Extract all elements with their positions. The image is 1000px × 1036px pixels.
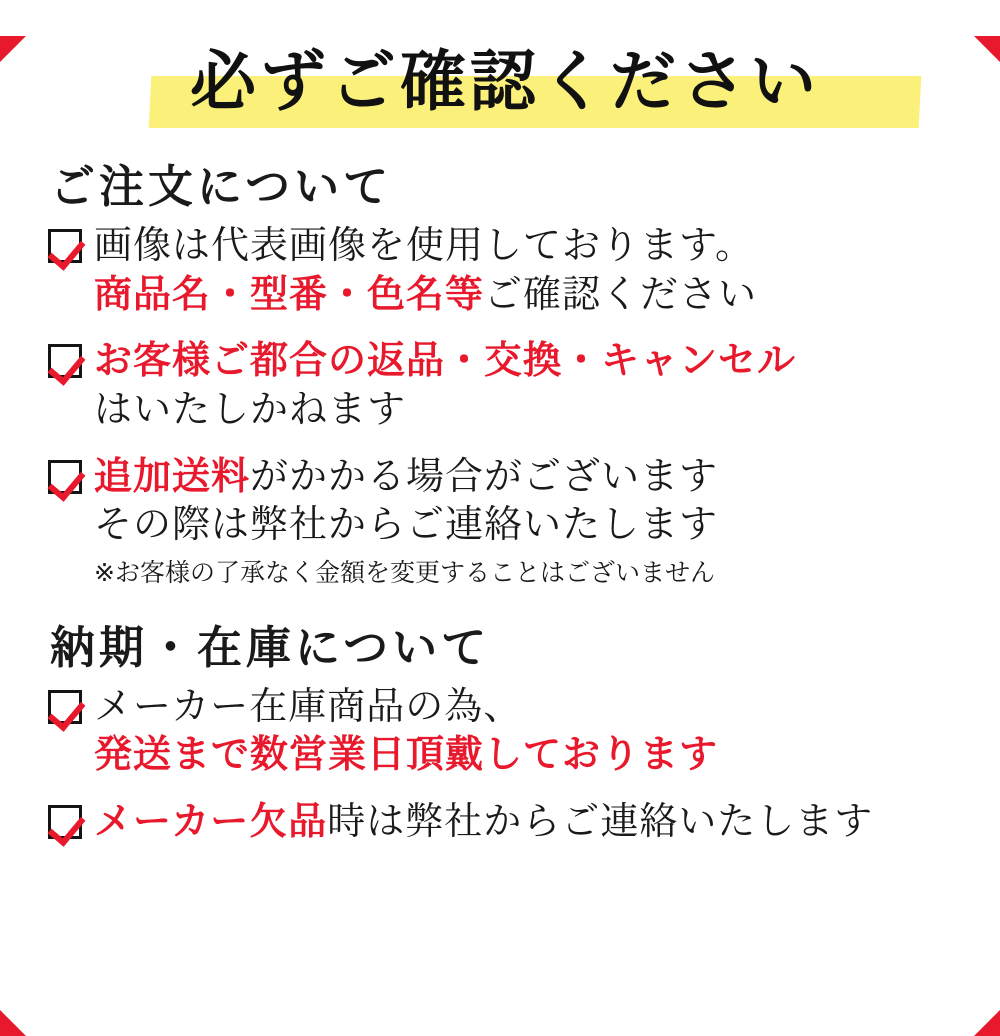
list-item-line-red: 商品名・型番・色名等: [94, 271, 485, 316]
corner-decoration-bottom-left: [0, 1010, 26, 1036]
section-heading-delivery: 納期・在庫について: [50, 620, 491, 674]
list-item-line: [94, 797, 958, 846]
corner-decoration-bottom-right: [974, 1010, 1000, 1036]
list-item-line: その際は弊社からご連絡いたします: [94, 502, 719, 547]
list-item-body: [94, 221, 958, 318]
section-heading-orders: ご注文について: [50, 160, 393, 213]
list-item-line: [94, 270, 958, 319]
corner-decoration-top-left: [0, 36, 26, 62]
notice-page: [0, 36, 1000, 1036]
list-item-line: 画像は代表画像を使用しております。: [94, 223, 754, 267]
checkbox-checked-icon: [48, 229, 82, 263]
page-title-area: [42, 36, 958, 132]
list-item: [48, 452, 958, 589]
corner-decoration-top-right: [974, 36, 1000, 62]
checkbox-checked-icon: [48, 344, 82, 378]
list-item-note: ※お客様の了承なく金額を変更することはございません: [94, 557, 715, 587]
list-item-line: 発送まで数営業日頂戴しております: [94, 732, 719, 777]
checkbox-checked-icon: [48, 460, 82, 494]
list-item: [48, 221, 958, 318]
list-item: [48, 682, 958, 779]
list-item-line: はいたしかねます: [94, 386, 407, 431]
page-title: 必ずご確認ください: [190, 43, 820, 120]
list-item-body: [94, 682, 958, 779]
list-item-body: [94, 797, 958, 846]
list-item-line-black: ご確認ください: [484, 271, 758, 316]
list-item-line: お客様ご都合の返品・交換・キャンセル: [94, 338, 797, 383]
checkbox-checked-icon: [48, 805, 82, 839]
list-item-line-red: メーカー欠品: [94, 799, 328, 843]
list-item: [48, 336, 958, 433]
list-item-line-red: 追加送料: [94, 453, 251, 498]
list-item-body: [94, 452, 958, 589]
list-item: [48, 797, 958, 846]
list-item-line-black: がかかる場合がございます: [250, 453, 719, 498]
list-item-body: [94, 336, 958, 433]
list-item-line: [94, 452, 958, 501]
checkbox-checked-icon: [48, 690, 82, 724]
list-item-line-black: 時は弊社からご連絡いたします: [327, 799, 874, 843]
list-item-line: メーカー在庫商品の為、: [94, 683, 523, 728]
